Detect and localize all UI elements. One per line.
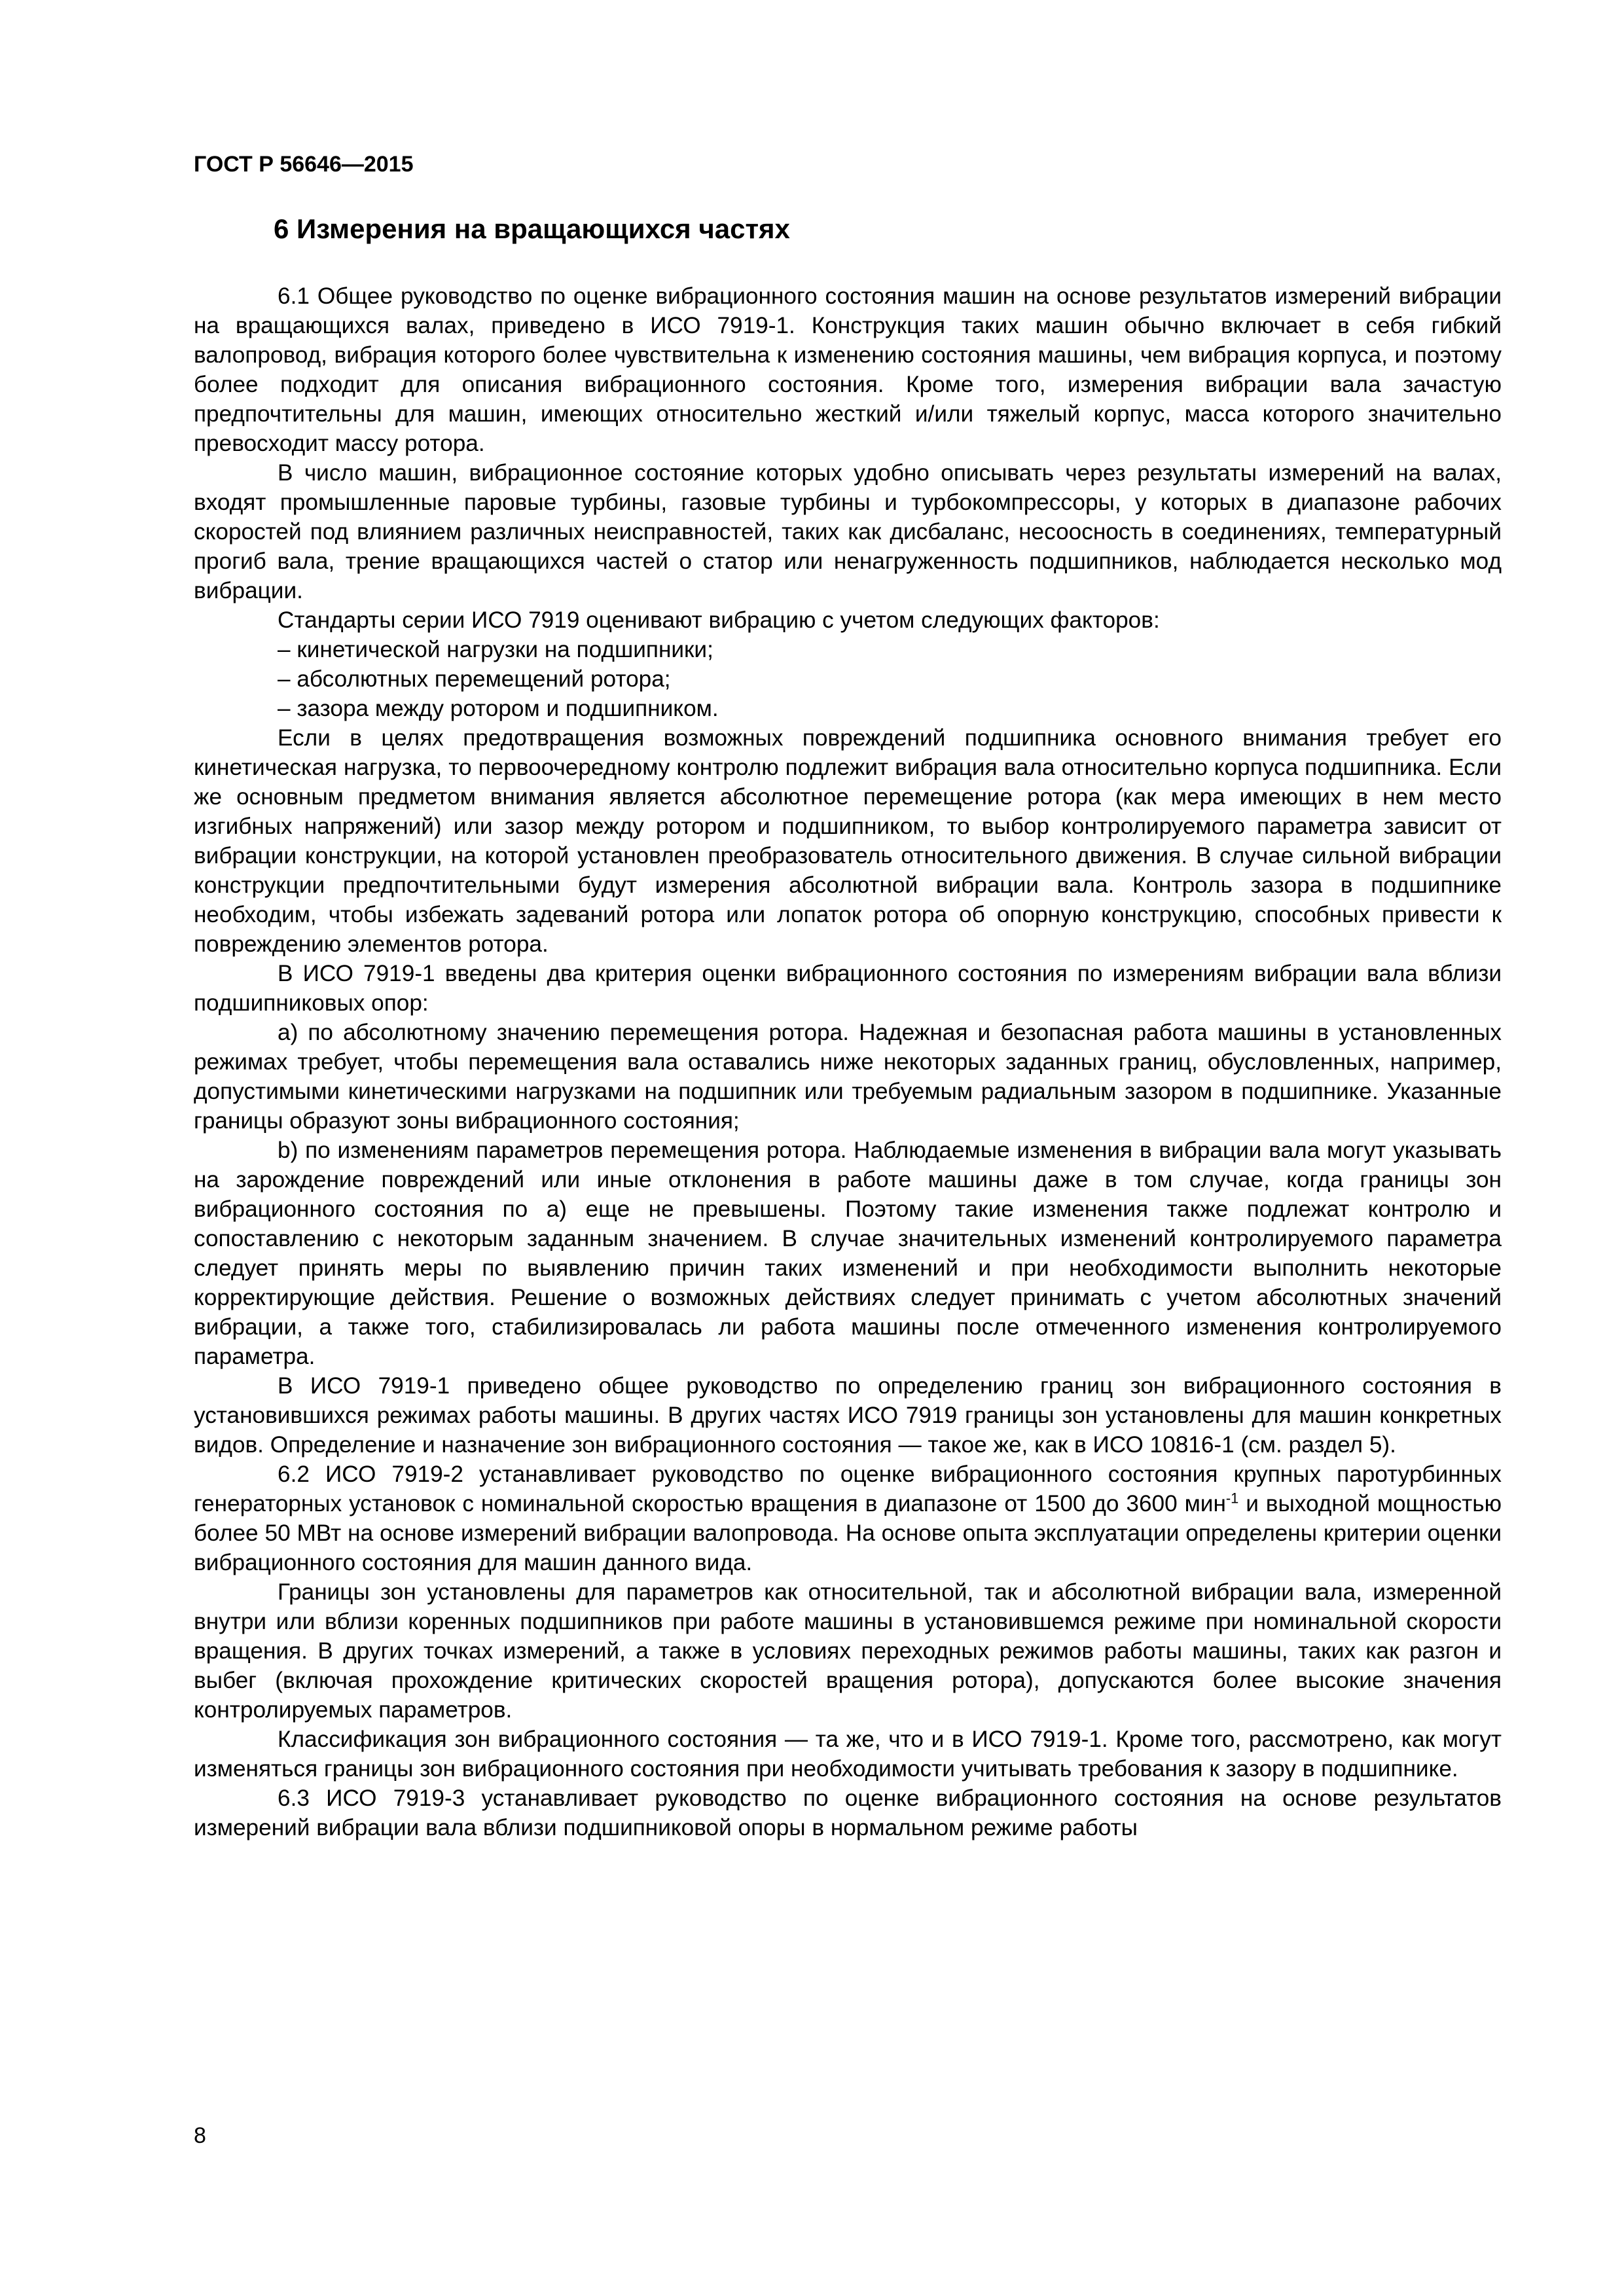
document-header: ГОСТ Р 56646—2015 — [194, 152, 414, 177]
paragraph-6-3: 6.3 ИСО 7919-3 устанавливает руководство по оценке вибрационного состояния на основе результатов измерений вибрации вала вблизи подшипниковой опоры в нормальном режиме работы — [194, 1785, 1502, 1840]
superscript: -1 — [1225, 1490, 1239, 1507]
list-item: – кинетической нагрузки на подшипники; — [278, 637, 713, 662]
paragraph: В ИСО 7919-1 введены два критерия оценки вибрационного состояния по измерениям вибрации вала вблизи подшипниковых опор: — [194, 961, 1502, 1016]
paragraph-6-2-part1: 6.2 ИСО 7919-2 устанавливает руководство по оценке вибрационного состояния крупных паротурбинных генераторных установок с номинальной скоростью вращения в диапазоне от 1500 до 3600 мин — [194, 1462, 1502, 1516]
body-text — [194, 281, 1502, 1842]
paragraph: Если в целях предотвращения возможных повреждений подшипника основного внимания требует его кинетическая нагрузка, то первоочередному контролю подлежит вибрация вала относительно корпуса подшипника. Если же основным предметом внимания является абсолютное перемещение ротора (как мера имеющих в нем место изгибных напряжений) или зазор между ротором и подшипником, то выбор контролируемого параметра зависит от вибрации конструкции, на которой установлен преобразователь относительного движения. В случае сильной вибрации конструкции предпочтительными будут измерения абсолютной вибрации вала. Контроль зазора в подшипнике необходим, чтобы избежать задеваний ротора или лопаток ротора об опорную конструкцию, способных привести к повреждению элементов ротора. — [194, 725, 1502, 957]
paragraph: В число машин, вибрационное состояние которых удобно описывать через результаты измерений на валах, входят промышленные паровые турбины, газовые турбины и турбокомпрессоры, у которых в диапазоне рабочих скоростей под влиянием различных неисправностей, таких как дисбаланс, несоосность в соединениях, температурный прогиб вала, трение вращающихся частей о статор или ненагруженность подшипников, наблюдается несколько мод вибрации. — [194, 460, 1502, 603]
paragraph: Границы зон установлены для параметров как относительной, так и абсолютной вибрации вала, измеренной внутри или вблизи коренных подшипников при работе машины в установившемся режиме при номинальной скорости вращения. В других точках измерений, а также в условиях переходных режимов работы машины, таких как разгон и выбег (включая прохождение критических скоростей вращения ротора), допускаются более высокие значения контролируемых параметров. — [194, 1579, 1502, 1723]
paragraph: Стандарты серии ИСО 7919 оценивают вибрацию с учетом следующих факторов: — [278, 607, 1160, 633]
paragraph-6-2 — [194, 1460, 1502, 1577]
paragraph-6-2-part2: и выходной мощностью более 50 МВт на основе измерений вибрации валопровода. На основе опыта эксплуатации определены критерии оценки вибрационного состояния для машин данного вида. — [194, 1491, 1502, 1575]
paragraph: В ИСО 7919-1 приведено общее руководство по определению границ зон вибрационного состояния в установившихся режимах работы машины. В других частях ИСО 7919 границы зон установлены для машин конкретных видов. Определение и назначение зон вибрационного состояния — такое же, как в ИСО 10816-1 (см. раздел 5). — [194, 1373, 1502, 1458]
section-title: 6 Измерения на вращающихся частях — [274, 213, 790, 244]
list-item: – зазора между ротором и подшипником. — [278, 696, 719, 721]
list-item-a: a) по абсолютному значению перемещения ротора. Надежная и безопасная работа машины в установленных режимах требует, чтобы перемещения вала оставались ниже некоторых заданных границ, обусловленных, например, допустимыми кинетическими нагрузками на подшипник или требуемым радиальным зазором в подшипнике. Указанные границы образуют зоны вибрационного состояния; — [194, 1020, 1502, 1134]
paragraph-6-1: 6.1 Общее руководство по оценке вибрационного состояния машин на основе результатов измерений вибрации на вращающихся валах, приведено в ИСО 7919-1. Конструкция таких машин обычно включает в себя гибкий валопровод, вибрация которого более чувствительна к изменению состояния машины, чем вибрация корпуса, и поэтому более подходит для описания вибрационного состояния. Кроме того, измерения вибрации вала зачастую предпочтительны для машин, имеющих относительно жесткий и/или тяжелый корпус, масса которого значительно превосходит массу ротора. — [194, 283, 1502, 456]
page-number: 8 — [194, 2123, 206, 2148]
list-item-b: b) по изменениям параметров перемещения ротора. Наблюдаемые изменения в вибрации вала могут указывать на зарождение повреждений или иные отклонения в работе машины даже в том случае, когда границы зон вибрационного состояния по а) еще не превышены. Поэтому такие изменения также подлежат контролю и сопоставлению с некоторым заданным значением. В случае значительных изменений контролируемого параметра следует принять меры по выявлению причин таких изменений и при необходимости выполнить некоторые корректирующие действия. Решение о возможных действиях следует принимать с учетом абсолютных значений вибрации, а также того, стабилизировалась ли работа машины после отмеченного изменения контролируемого параметра. — [194, 1138, 1502, 1369]
paragraph: Классификация зон вибрационного состояния — та же, что и в ИСО 7919-1. Кроме того, рассмотрено, как могут изменяться границы зон вибрационного состояния при необходимости учитывать требования к зазору в подшипнике. — [194, 1727, 1502, 1782]
list-item: – абсолютных перемещений ротора; — [278, 666, 671, 692]
